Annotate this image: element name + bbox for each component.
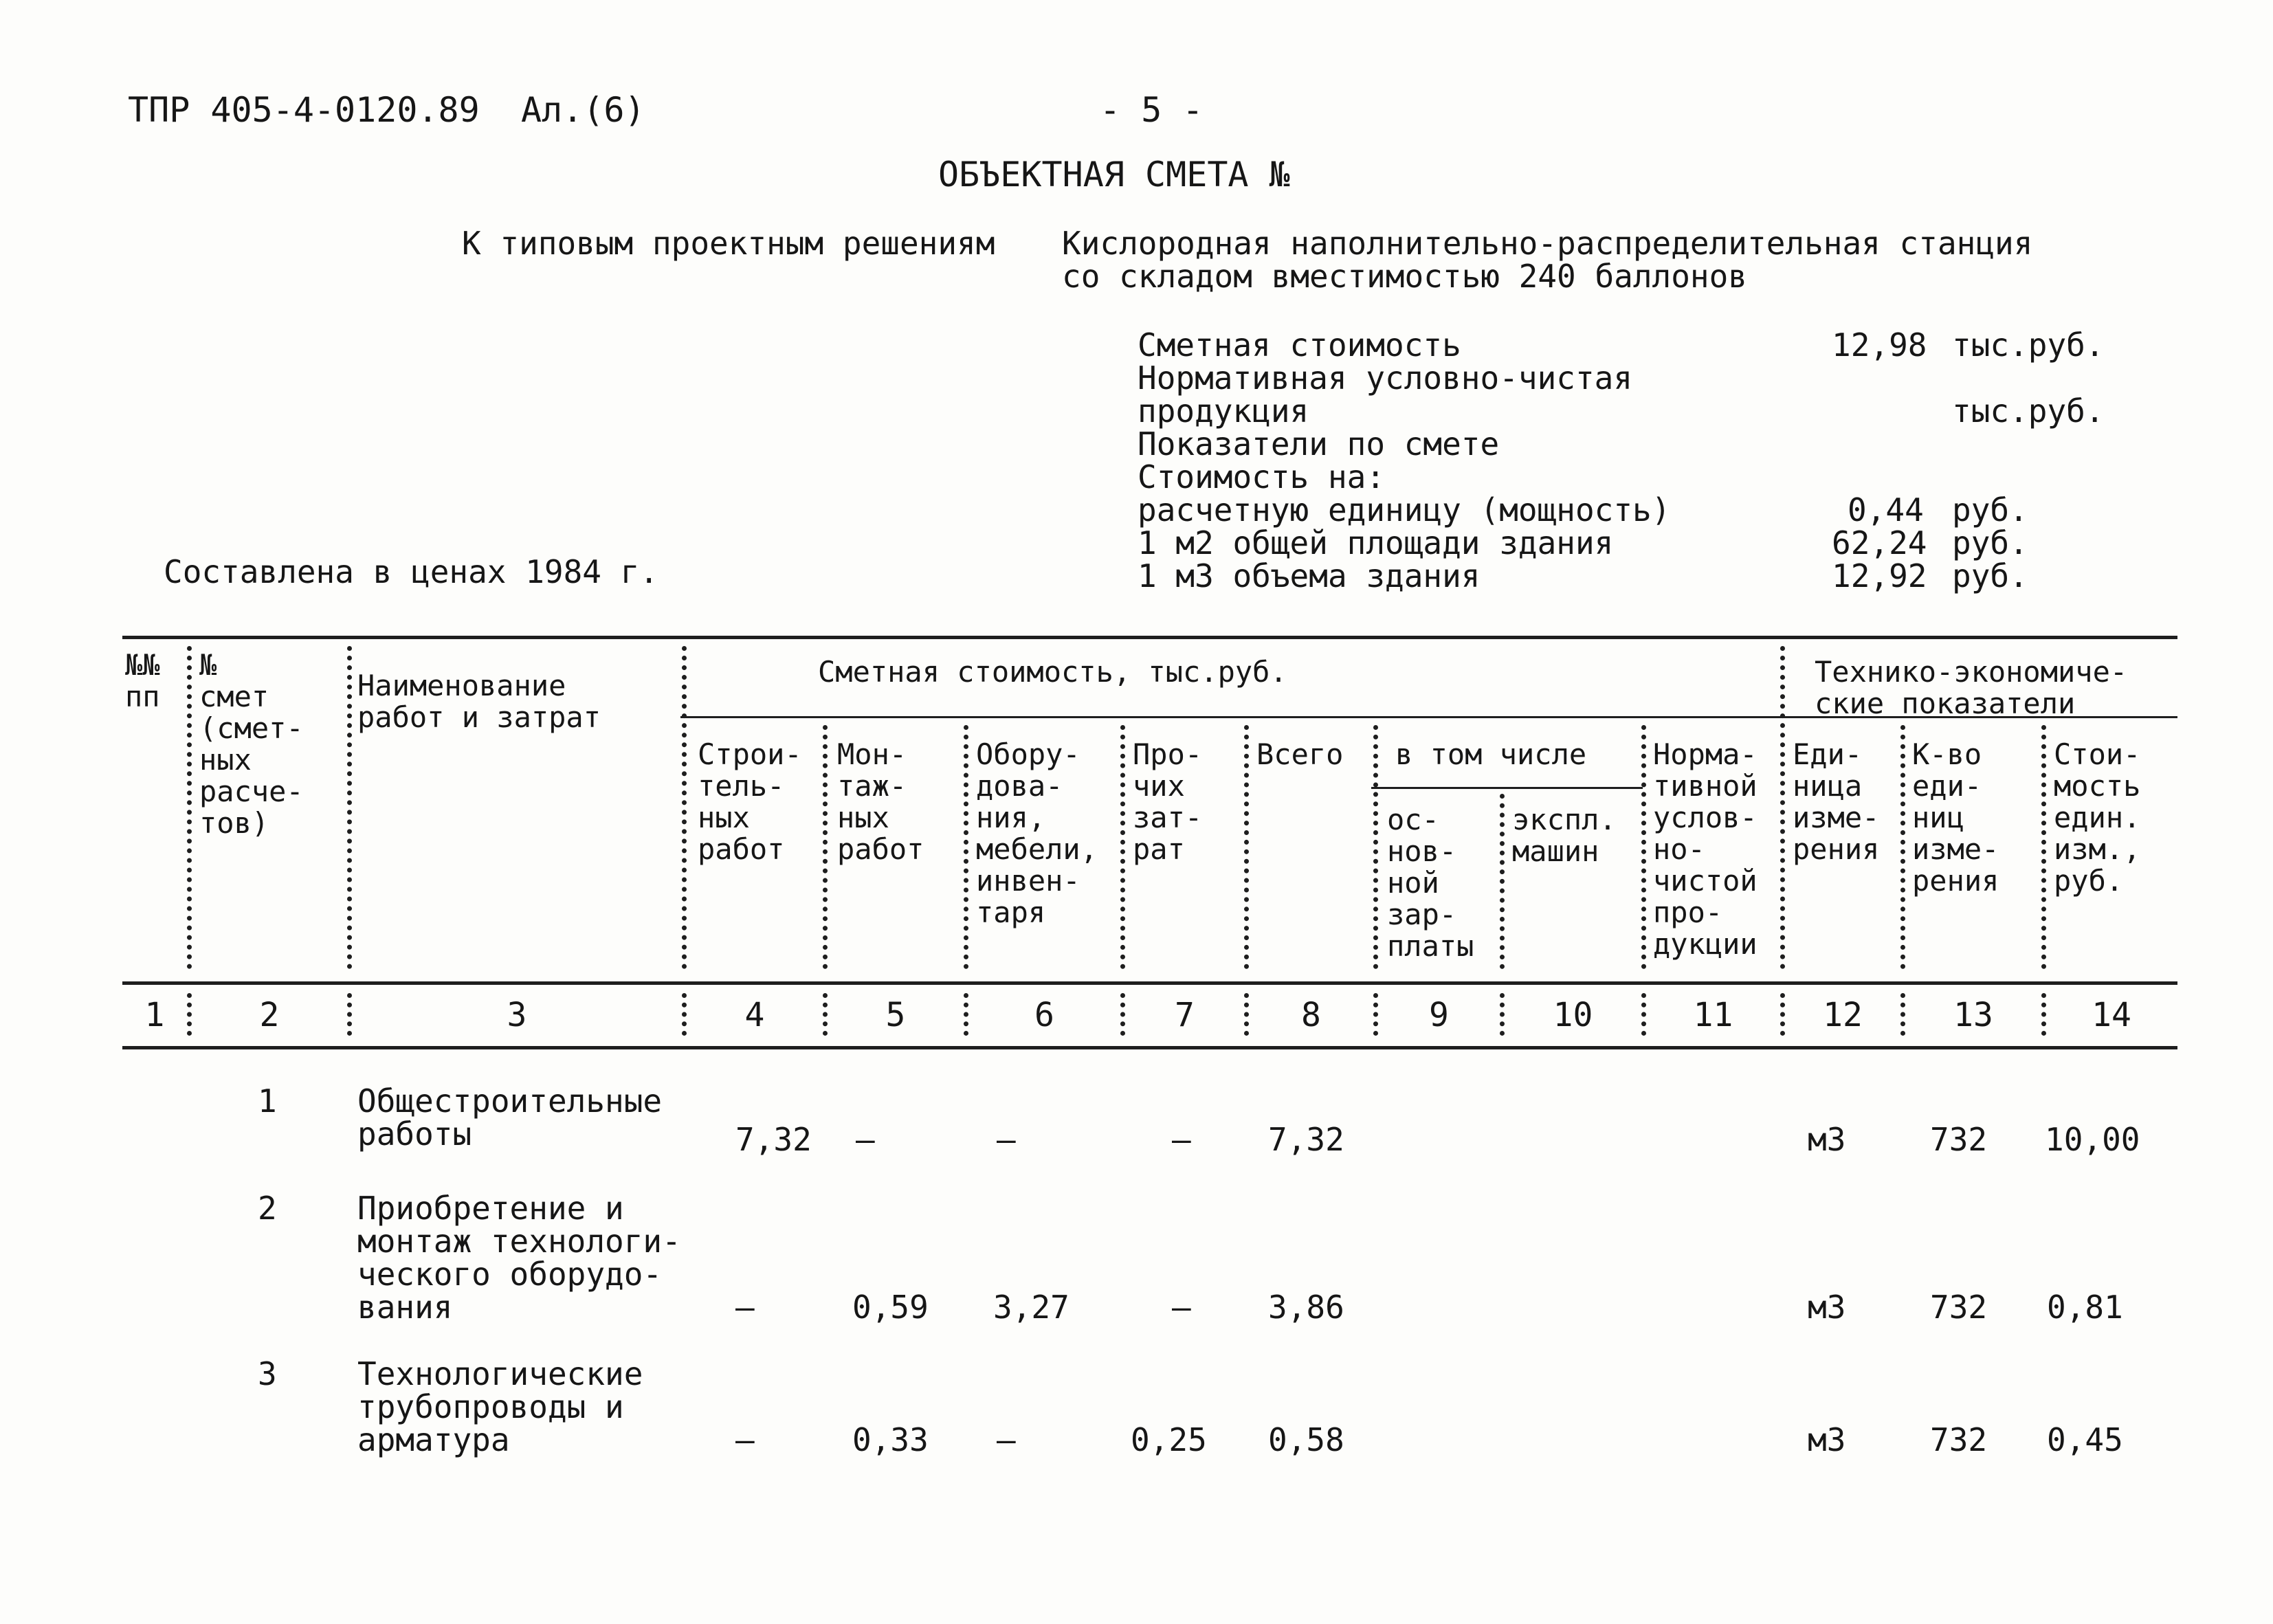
row-estimate-number: 2 <box>258 1190 277 1227</box>
summary-value: 12,92 <box>1832 557 1927 594</box>
summary-value: 12,98 <box>1832 326 1927 364</box>
header-machines: экспл. машин <box>1512 803 1617 868</box>
column-divider <box>2041 725 2046 969</box>
column-number: 9 <box>1429 996 1449 1034</box>
summary-unit: руб. <box>1952 491 2028 529</box>
column-divider <box>2041 993 2046 1036</box>
summary-label: расчетную единицу (мощность) <box>1138 491 1671 529</box>
column-divider <box>1641 725 1646 969</box>
row-installation: – <box>856 1121 875 1158</box>
summary-unit: руб. <box>1952 524 2028 561</box>
row-other: – <box>1172 1121 1191 1158</box>
header-cost-group: Сметная стоимость, тыс.руб. <box>818 655 1287 689</box>
column-divider <box>1900 993 1905 1036</box>
row-unit-cost: 0,45 <box>2047 1421 2123 1458</box>
column-divider <box>823 725 828 969</box>
header-bottom-rule <box>122 981 2177 985</box>
column-divider <box>187 646 192 969</box>
column-number: 2 <box>259 996 280 1034</box>
column-number: 3 <box>507 996 527 1034</box>
column-divider <box>1500 993 1505 1036</box>
column-number: 4 <box>744 996 765 1034</box>
column-number: 6 <box>1034 996 1054 1034</box>
column-number: 5 <box>885 996 906 1034</box>
row-unit-count: 732 <box>1930 1289 1988 1326</box>
summary-unit: тыс.руб. <box>1952 392 2105 430</box>
column-divider <box>1244 725 1249 969</box>
row-unit-cost: 0,81 <box>2047 1289 2123 1326</box>
summary-label: 1 м3 объема здания <box>1138 557 1481 594</box>
typical-solutions-label: К типовым проектным решениям <box>462 225 995 262</box>
column-divider <box>187 993 192 1036</box>
column-divider <box>347 646 352 969</box>
column-divider <box>1120 725 1125 969</box>
row-construction: – <box>735 1289 755 1326</box>
row-unit: м3 <box>1808 1289 1846 1326</box>
header-including: в том числе <box>1395 737 1587 771</box>
row-unit-count: 732 <box>1930 1121 1988 1158</box>
summary-label: Нормативная условно-чистая <box>1138 359 1633 397</box>
row-unit: м3 <box>1808 1421 1846 1458</box>
summary-value: 62,24 <box>1832 524 1927 561</box>
row-installation: 0,33 <box>852 1421 929 1458</box>
summary-value: 0,44 <box>1848 491 1924 529</box>
row-other: – <box>1172 1289 1191 1326</box>
column-divider <box>1120 993 1125 1036</box>
header-unit: Еди- ница изме- рения <box>1793 737 1880 866</box>
numbers-bottom-rule <box>122 1046 2177 1049</box>
header-estimate-number: № смет (смет- ных расче- тов) <box>199 648 304 840</box>
column-divider <box>682 993 687 1036</box>
document-code: ТПР 405-4-0120.89 Ал.(6) <box>128 90 645 130</box>
column-divider <box>823 993 828 1036</box>
summary-label: Сметная стоимость <box>1138 326 1461 364</box>
summary-label: 1 м2 общей площади здания <box>1138 524 1614 561</box>
column-divider <box>964 725 968 969</box>
row-work-name: Общестроительные работы <box>357 1082 663 1153</box>
project-name-line2: со складом вместимостью 240 баллонов <box>1062 258 1747 295</box>
column-divider <box>1373 725 1378 969</box>
row-unit-cost: 10,00 <box>2045 1121 2140 1158</box>
header-unit-cost: Стои- мость един. изм., руб. <box>2054 737 2141 898</box>
column-divider <box>347 993 352 1036</box>
row-unit-count: 732 <box>1930 1421 1988 1458</box>
summary-label: Показатели по смете <box>1138 425 1500 463</box>
header-row-number: №№ пп <box>125 648 160 713</box>
header-equipment: Обору- дова- ния, мебели, инвен- таря <box>976 737 1098 929</box>
column-divider <box>1373 993 1378 1036</box>
column-divider <box>1900 725 1905 969</box>
prices-note: Составлена в ценах 1984 г. <box>164 553 659 590</box>
row-estimate-number: 3 <box>258 1355 277 1392</box>
header-installation: Мон- таж- ных работ <box>837 737 924 866</box>
summary-unit: тыс.руб. <box>1952 326 2105 364</box>
column-divider <box>1244 993 1249 1036</box>
row-other: 0,25 <box>1131 1421 1207 1458</box>
column-divider <box>682 646 687 969</box>
column-divider <box>1641 993 1646 1036</box>
document-title: ОБЪЕКТНАЯ СМЕТА № <box>938 155 1290 194</box>
column-divider <box>1500 794 1505 969</box>
row-estimate-number: 1 <box>258 1082 277 1120</box>
column-number: 7 <box>1175 996 1195 1034</box>
header-total: Всего <box>1256 737 1344 771</box>
column-number: 13 <box>1953 996 1993 1034</box>
header-other: Про- чих зат- рат <box>1133 737 1203 866</box>
row-work-name: Приобретение и монтаж технологи- ческого оборудо- вания <box>357 1190 681 1326</box>
column-number: 10 <box>1553 996 1593 1034</box>
row-unit: м3 <box>1808 1121 1846 1158</box>
column-divider <box>964 993 968 1036</box>
row-construction: 7,32 <box>735 1121 812 1158</box>
row-equipment: 3,27 <box>993 1289 1069 1326</box>
header-work-name: Наименование работ и затрат <box>357 669 601 734</box>
summary-unit: руб. <box>1952 557 2028 594</box>
row-installation: 0,59 <box>852 1289 929 1326</box>
project-name-line1: Кислородная наполнительно-распределительная станция <box>1062 225 2033 262</box>
row-total: 0,58 <box>1268 1421 1344 1458</box>
column-number: 11 <box>1693 996 1733 1034</box>
header-construction: Строи- тель- ных работ <box>698 737 802 866</box>
header-tech-group: Технико-экономиче- ские показатели <box>1815 655 2128 720</box>
column-number: 8 <box>1301 996 1321 1034</box>
row-total: 7,32 <box>1268 1121 1344 1158</box>
header-net-output: Норма- тивной услов- но- чистой про- дукции <box>1653 737 1758 961</box>
row-work-name: Технологические трубопроводы и арматура <box>357 1355 643 1458</box>
header-unit-count: К-во еди- ниц изме- рения <box>1912 737 1999 898</box>
column-number: 1 <box>144 996 165 1034</box>
summary-label: Стоимость на: <box>1138 458 1386 496</box>
row-equipment: – <box>997 1421 1016 1458</box>
table-top-rule <box>122 636 2177 639</box>
incl-group-rule <box>1371 787 1643 789</box>
column-divider <box>1780 993 1785 1036</box>
row-total: 3,86 <box>1268 1289 1344 1326</box>
row-equipment: – <box>997 1121 1016 1158</box>
page-number: - 5 - <box>1100 90 1204 130</box>
column-divider <box>1780 646 1785 969</box>
summary-label: продукция <box>1138 392 1309 430</box>
column-number: 12 <box>1823 996 1863 1034</box>
row-construction: – <box>735 1421 755 1458</box>
column-number: 14 <box>2092 996 2131 1034</box>
header-basic-salary: ос- нов- ной зар- платы <box>1387 803 1474 963</box>
